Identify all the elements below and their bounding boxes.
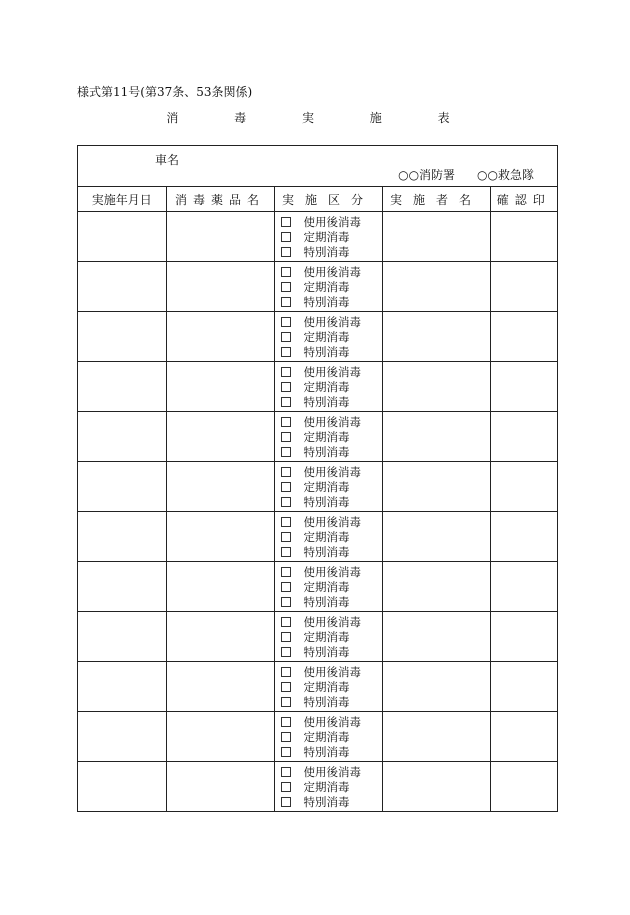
checkbox[interactable] <box>281 482 291 492</box>
date-cell[interactable] <box>78 662 166 712</box>
category-option <box>275 229 382 244</box>
category-option <box>275 679 382 694</box>
table-row <box>78 262 557 312</box>
checkbox[interactable] <box>281 697 291 707</box>
checkbox[interactable] <box>281 747 291 757</box>
disinfectant-cell[interactable] <box>166 212 274 262</box>
checkbox[interactable] <box>281 632 291 642</box>
column-header-category: 実施区分 <box>274 187 382 212</box>
date-cell[interactable] <box>78 362 166 412</box>
date-cell[interactable] <box>78 462 166 512</box>
confirmation-seal-cell[interactable] <box>490 412 557 462</box>
category-cell <box>274 212 382 262</box>
operator-cell[interactable] <box>382 212 490 262</box>
column-header-operator: 実施者名 <box>382 187 490 212</box>
disinfectant-cell[interactable] <box>166 662 274 712</box>
category-option <box>275 664 382 679</box>
operator-cell[interactable] <box>382 512 490 562</box>
category-option <box>275 344 382 359</box>
operator-cell[interactable] <box>382 612 490 662</box>
column-header-disinfectant: 消毒薬品名 <box>166 187 274 212</box>
checkbox-label: 特別消毒 <box>303 694 350 709</box>
fire-station-label: ○○消防署 <box>398 168 456 182</box>
category-option <box>275 244 382 259</box>
checkbox-label: 定期消毒 <box>303 679 350 694</box>
operator-cell[interactable] <box>382 562 490 612</box>
checkbox-label: 使用後消毒 <box>303 264 361 279</box>
category-option <box>275 744 382 759</box>
category-cell <box>274 712 382 762</box>
date-cell[interactable] <box>78 612 166 662</box>
checkbox-label: 定期消毒 <box>303 579 350 594</box>
category-option <box>275 364 382 379</box>
checkbox-label: 定期消毒 <box>303 429 350 444</box>
date-cell[interactable] <box>78 712 166 762</box>
checkbox-label: 定期消毒 <box>303 229 350 244</box>
date-cell[interactable] <box>78 262 166 312</box>
checkbox-label: 特別消毒 <box>303 344 350 359</box>
checkbox[interactable] <box>281 547 291 557</box>
checkbox[interactable] <box>281 297 291 307</box>
confirmation-seal-cell[interactable] <box>490 512 557 562</box>
checkbox[interactable] <box>281 782 291 792</box>
checkbox-label: 定期消毒 <box>303 279 350 294</box>
table-row <box>78 462 557 512</box>
confirmation-seal-cell[interactable] <box>490 312 557 362</box>
vehicle-name-label: 車名 <box>155 153 180 167</box>
checkbox-label: 使用後消毒 <box>303 214 361 229</box>
category-option <box>275 414 382 429</box>
disinfectant-cell[interactable] <box>166 462 274 512</box>
checkbox[interactable] <box>281 332 291 342</box>
checkbox-label: 特別消毒 <box>303 594 350 609</box>
checkbox[interactable] <box>281 467 291 477</box>
operator-cell[interactable] <box>382 362 490 412</box>
confirmation-seal-cell[interactable] <box>490 462 557 512</box>
category-option <box>275 379 382 394</box>
disinfectant-cell[interactable] <box>166 612 274 662</box>
category-cell <box>274 312 382 362</box>
category-option <box>275 629 382 644</box>
checkbox[interactable] <box>281 347 291 357</box>
category-option <box>275 444 382 459</box>
category-option <box>275 729 382 744</box>
checkbox[interactable] <box>281 667 291 677</box>
table-row <box>78 512 557 562</box>
category-cell <box>274 662 382 712</box>
checkbox[interactable] <box>281 617 291 627</box>
disinfectant-cell[interactable] <box>166 312 274 362</box>
date-cell[interactable] <box>78 762 166 812</box>
form-header <box>78 146 557 187</box>
category-option <box>275 294 382 309</box>
checkbox-label: 使用後消毒 <box>303 364 361 379</box>
disinfectant-cell[interactable] <box>166 512 274 562</box>
category-cell <box>274 262 382 312</box>
checkbox-label: 使用後消毒 <box>303 314 361 329</box>
date-cell[interactable] <box>78 562 166 612</box>
checkbox-label: 使用後消毒 <box>303 714 361 729</box>
table-header-row <box>78 187 557 212</box>
checkbox-label: 特別消毒 <box>303 494 350 509</box>
checkbox-label: 使用後消毒 <box>303 664 361 679</box>
confirmation-seal-cell[interactable] <box>490 612 557 662</box>
date-cell[interactable] <box>78 512 166 562</box>
category-cell <box>274 612 382 662</box>
checkbox[interactable] <box>281 647 291 657</box>
checkbox-label: 定期消毒 <box>303 379 350 394</box>
operator-cell[interactable] <box>382 712 490 762</box>
category-option <box>275 279 382 294</box>
confirmation-seal-cell[interactable] <box>490 362 557 412</box>
category-cell <box>274 362 382 412</box>
checkbox[interactable] <box>281 232 291 242</box>
checkbox[interactable] <box>281 382 291 392</box>
checkbox-label: 特別消毒 <box>303 244 350 259</box>
date-cell[interactable] <box>78 212 166 262</box>
category-option <box>275 694 382 709</box>
checkbox[interactable] <box>281 517 291 527</box>
category-option <box>275 479 382 494</box>
disinfectant-cell[interactable] <box>166 562 274 612</box>
table-row <box>78 612 557 662</box>
table-row <box>78 362 557 412</box>
operator-cell[interactable] <box>382 262 490 312</box>
confirmation-seal-cell[interactable] <box>490 712 557 762</box>
confirmation-seal-cell[interactable] <box>490 212 557 262</box>
checkbox[interactable] <box>281 282 291 292</box>
confirmation-seal-cell[interactable] <box>490 262 557 312</box>
checkbox[interactable] <box>281 732 291 742</box>
category-option <box>275 494 382 509</box>
category-option <box>275 264 382 279</box>
checkbox-label: 使用後消毒 <box>303 614 361 629</box>
category-option <box>275 764 382 779</box>
confirmation-seal-cell[interactable] <box>490 762 557 812</box>
table-row <box>78 312 557 362</box>
table-row <box>78 662 557 712</box>
checkbox-label: 特別消毒 <box>303 294 350 309</box>
confirmation-seal-cell[interactable] <box>490 662 557 712</box>
ambulance-unit-label: ○○救急隊 <box>477 168 534 182</box>
checkbox-label: 特別消毒 <box>303 544 350 559</box>
category-option <box>275 714 382 729</box>
checkbox[interactable] <box>281 532 291 542</box>
category-cell <box>274 512 382 562</box>
table-row <box>78 562 557 612</box>
checkbox[interactable] <box>281 682 291 692</box>
category-option <box>275 329 382 344</box>
checkbox[interactable] <box>281 432 291 442</box>
checkbox-label: 使用後消毒 <box>303 414 361 429</box>
checkbox[interactable] <box>281 767 291 777</box>
table-body <box>78 212 557 812</box>
checkbox[interactable] <box>281 247 291 257</box>
checkbox-label: 使用後消毒 <box>303 564 361 579</box>
checkbox-label: 特別消毒 <box>303 444 350 459</box>
category-option <box>275 564 382 579</box>
table-row <box>78 412 557 462</box>
checkbox-label: 使用後消毒 <box>303 464 361 479</box>
operator-cell[interactable] <box>382 412 490 462</box>
category-option <box>275 429 382 444</box>
checkbox-label: 定期消毒 <box>303 779 350 794</box>
category-option <box>275 514 382 529</box>
page-title: 消 毒 実 施 表 <box>166 111 476 125</box>
category-option <box>275 529 382 544</box>
disinfectant-cell[interactable] <box>166 762 274 812</box>
category-option <box>275 644 382 659</box>
category-option <box>275 579 382 594</box>
category-option <box>275 779 382 794</box>
column-header-date: 実施年月日 <box>78 187 166 212</box>
checkbox-label: 定期消毒 <box>303 729 350 744</box>
checkbox-label: 使用後消毒 <box>303 764 361 779</box>
column-header-confirmation-seal: 確認印 <box>490 187 557 212</box>
category-option <box>275 544 382 559</box>
checkbox[interactable] <box>281 267 291 277</box>
confirmation-seal-cell[interactable] <box>490 562 557 612</box>
category-option <box>275 394 382 409</box>
disinfectant-cell[interactable] <box>166 412 274 462</box>
checkbox[interactable] <box>281 582 291 592</box>
checkbox-label: 特別消毒 <box>303 794 350 809</box>
disinfection-form <box>77 145 558 812</box>
operator-cell[interactable] <box>382 662 490 712</box>
category-option <box>275 464 382 479</box>
checkbox[interactable] <box>281 397 291 407</box>
disinfectant-cell[interactable] <box>166 362 274 412</box>
category-option <box>275 594 382 609</box>
checkbox[interactable] <box>281 597 291 607</box>
category-cell <box>274 462 382 512</box>
category-cell <box>274 412 382 462</box>
checkbox-label: 特別消毒 <box>303 744 350 759</box>
category-option <box>275 614 382 629</box>
operator-cell[interactable] <box>382 462 490 512</box>
category-option <box>275 794 382 809</box>
category-option <box>275 314 382 329</box>
checkbox[interactable] <box>281 497 291 507</box>
disinfectant-cell[interactable] <box>166 712 274 762</box>
category-cell <box>274 762 382 812</box>
checkbox-label: 特別消毒 <box>303 394 350 409</box>
table-row <box>78 712 557 762</box>
form-number: 様式第11号(第37条、53条関係) <box>77 85 253 99</box>
date-cell[interactable] <box>78 312 166 362</box>
table-row <box>78 212 557 262</box>
category-cell <box>274 562 382 612</box>
operator-cell[interactable] <box>382 762 490 812</box>
checkbox-label: 特別消毒 <box>303 644 350 659</box>
disinfectant-cell[interactable] <box>166 262 274 312</box>
checkbox-label: 定期消毒 <box>303 329 350 344</box>
disinfection-table <box>78 187 557 811</box>
checkbox-label: 定期消毒 <box>303 529 350 544</box>
checkbox[interactable] <box>281 317 291 327</box>
checkbox-label: 定期消毒 <box>303 629 350 644</box>
checkbox[interactable] <box>281 447 291 457</box>
checkbox-label: 使用後消毒 <box>303 514 361 529</box>
operator-cell[interactable] <box>382 312 490 362</box>
category-option <box>275 214 382 229</box>
checkbox[interactable] <box>281 567 291 577</box>
checkbox[interactable] <box>281 367 291 377</box>
table-row <box>78 762 557 812</box>
checkbox[interactable] <box>281 417 291 427</box>
checkbox-label: 定期消毒 <box>303 479 350 494</box>
station-info <box>398 166 534 183</box>
date-cell[interactable] <box>78 412 166 462</box>
checkbox[interactable] <box>281 717 291 727</box>
checkbox[interactable] <box>281 217 291 227</box>
checkbox[interactable] <box>281 797 291 807</box>
